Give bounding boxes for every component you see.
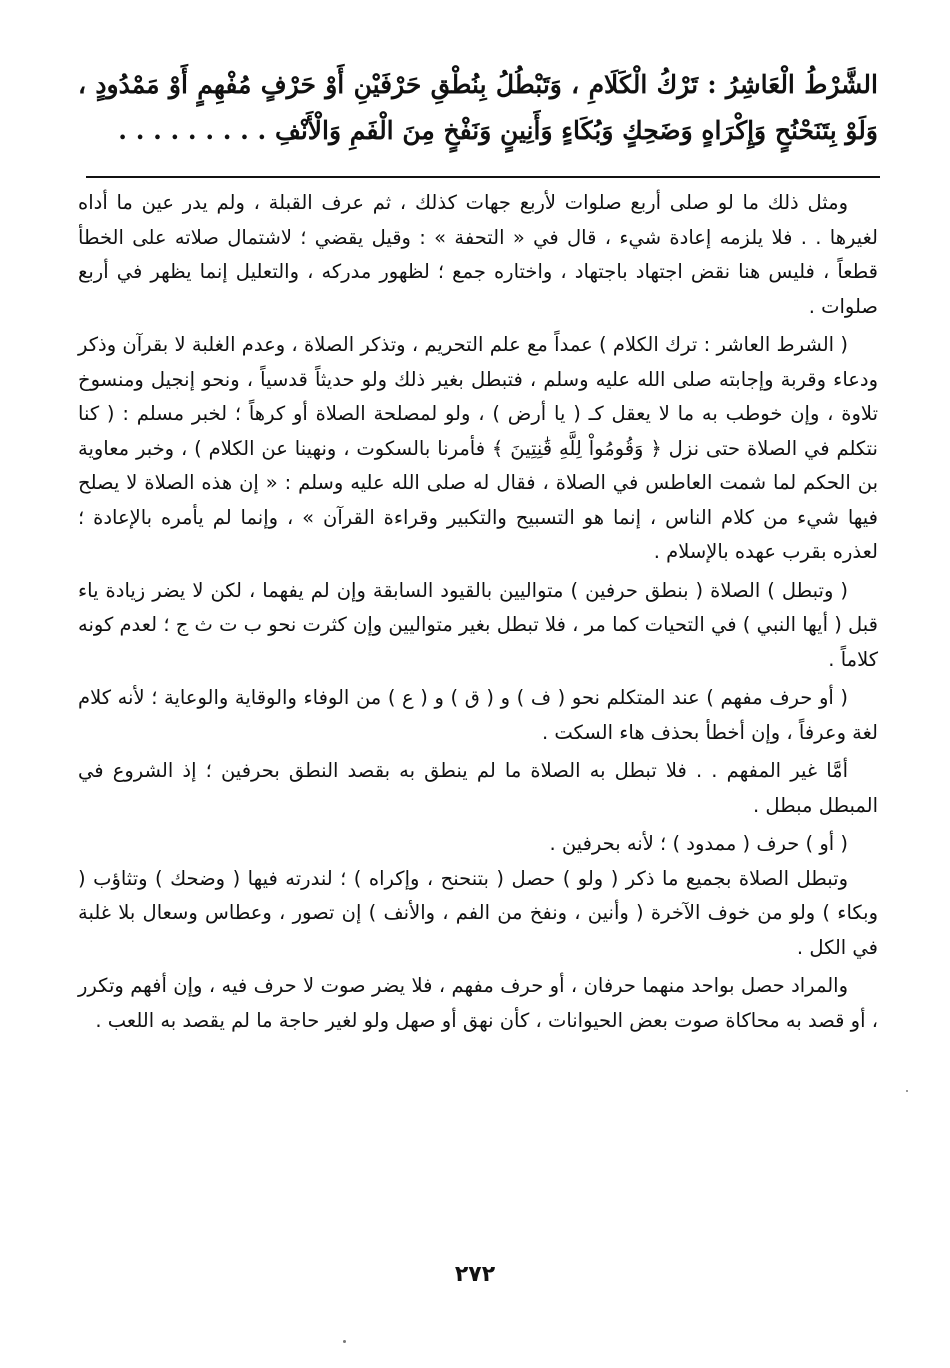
scan-speck (343, 1340, 346, 1343)
separator-line (86, 176, 880, 178)
matn-body: تَرْكُ الْكَلَامِ ، وَتَبْطُلُ بِنُطْقِ حَرْفَيْنِ أَوْ حَرْفٍ مُفْهِمٍ أَوْ مَمْدُودٍ ، وَلَوْ بِتَنَحْنُحٍ وَإِكْرَاهٍ وَضَحِكٍ وَبُكَاءٍ وَأَنِينٍ وَنَفْخٍ مِنَ الْفَمِ وَالْأَنْفِ . . . . . . . . . (78, 70, 878, 145)
paragraph: ( وتبطل ) الصلاة ( بنطق حرفين ) متواليين بالقيود السابقة وإن لم يفهما ، لكن لا يضر زيادة ياء قبل ( أيها النبي ) في التحيات كما مر ، فلا تبطل بغير متواليين وإن كثرت نحو ب ت ث ج ؛ لعدم كونه كلاماً . (78, 578, 878, 671)
page-number: ٢٧٢ (454, 1262, 496, 1287)
paragraph: أمَّا غير المفهم . . فلا تبطل به الصلاة ما لم ينطق به بقصد النطق بحرفين ؛ إذ الشروع في المبطل مبطل . (78, 759, 878, 817)
paragraph: ( الشرط العاشر : ترك الكلام ) عمداً مع علم التحريم ، وتذكر الصلاة ، وعدم الغلبة لا بقرآن وذكر ودعاء وقربة وإجابته صلى الله عليه وسلم ، فتبطل بغير ذلك ولو حديثاً قدسياً ، ونحو إنجيل ومنسوخ تلاوة ، وإن خوطب به ما لا يعقل كـ ( يا أرض ) ، ولو لمصلحة الصلاة أو كرهاً ؛ لخبر مسلم : ( كنا نتكلم في الصلاة حتى نزل ﴿ وَقُومُواْ لِلَّهِ قَٰنِتِينَ ﴾ فأمرنا بالسكوت ، ونهينا عن الكلام ) ، وخبر معاوية بن الحكم لما شمت العاطس في الصلاة ، فقال له صلى الله عليه وسلم : « إن هذه الصلاة لا يصلح فيها شيء من كلام الناس ، إنما هو التسبيح والتكبير وقراءة القرآن » ، وإنما لم يأمره بالإعادة ؛ لعذره بقرب عهده بالإسلام . (78, 333, 878, 563)
paragraph: ومثل ذلك ما لو صلى أربع صلوات لأربع جهات كذلك ، ثم عرف القبلة ، ولم يدر عين ما أداه لغيرها . . فلا يلزمه إعادة شيء ، قال في « التحفة » : وقيل يقضي ؛ لاشتمال صلاته على الخطأ قطعاً ، فليس هنا نقض اجتهاد باجتهاد ، واختاره جمع ؛ لظهور مدركه ، والتعليل إنما يظهر في أربع صلوات . (78, 191, 878, 318)
paragraph: والمراد حصل بواحد منهما حرفان ، أو حرف مفهم ، فلا يضر صوت لا حرف فيه ، وإن أفهم وتكرر ، أو قصد به محاكاة صوت بعض الحيوانات ، كأن نهق أو صهل ولو لغير حاجة ما لم يقصد به اللعب . (78, 974, 878, 1032)
paragraph: ( أو حرف مفهم ) عند المتكلم نحو ( ف ) و ( ق ) و ( ع ) من الوفاء والوقاية والوعاية ؛ لأنه كلام لغة وعرفاً ، وإن أخطأ بحذف هاء السكت . (78, 686, 878, 744)
paragraph: وتبطل الصلاة بجميع ما ذكر ( ولو ) حصل ( بتنحنح ، وإكراه ) ؛ لندرته فيها ( وضحك ) وتثاؤب ( وبكاء ) ولو من خوف الآخرة ( وأنين ، ونفخ من الفم ، والأنف ) إن تصور ، وعطاس وسعال بلا غلبة في الكل . (78, 866, 878, 959)
matn-heading: الشَّرْطُ الْعَاشِرُ : (707, 70, 878, 99)
matn-text (78, 62, 878, 154)
commentary (78, 186, 878, 1042)
scan-speck (906, 1090, 908, 1092)
paragraph: ( أو ) حرف ( ممدود ) ؛ لأنه بحرفين . (549, 832, 848, 855)
